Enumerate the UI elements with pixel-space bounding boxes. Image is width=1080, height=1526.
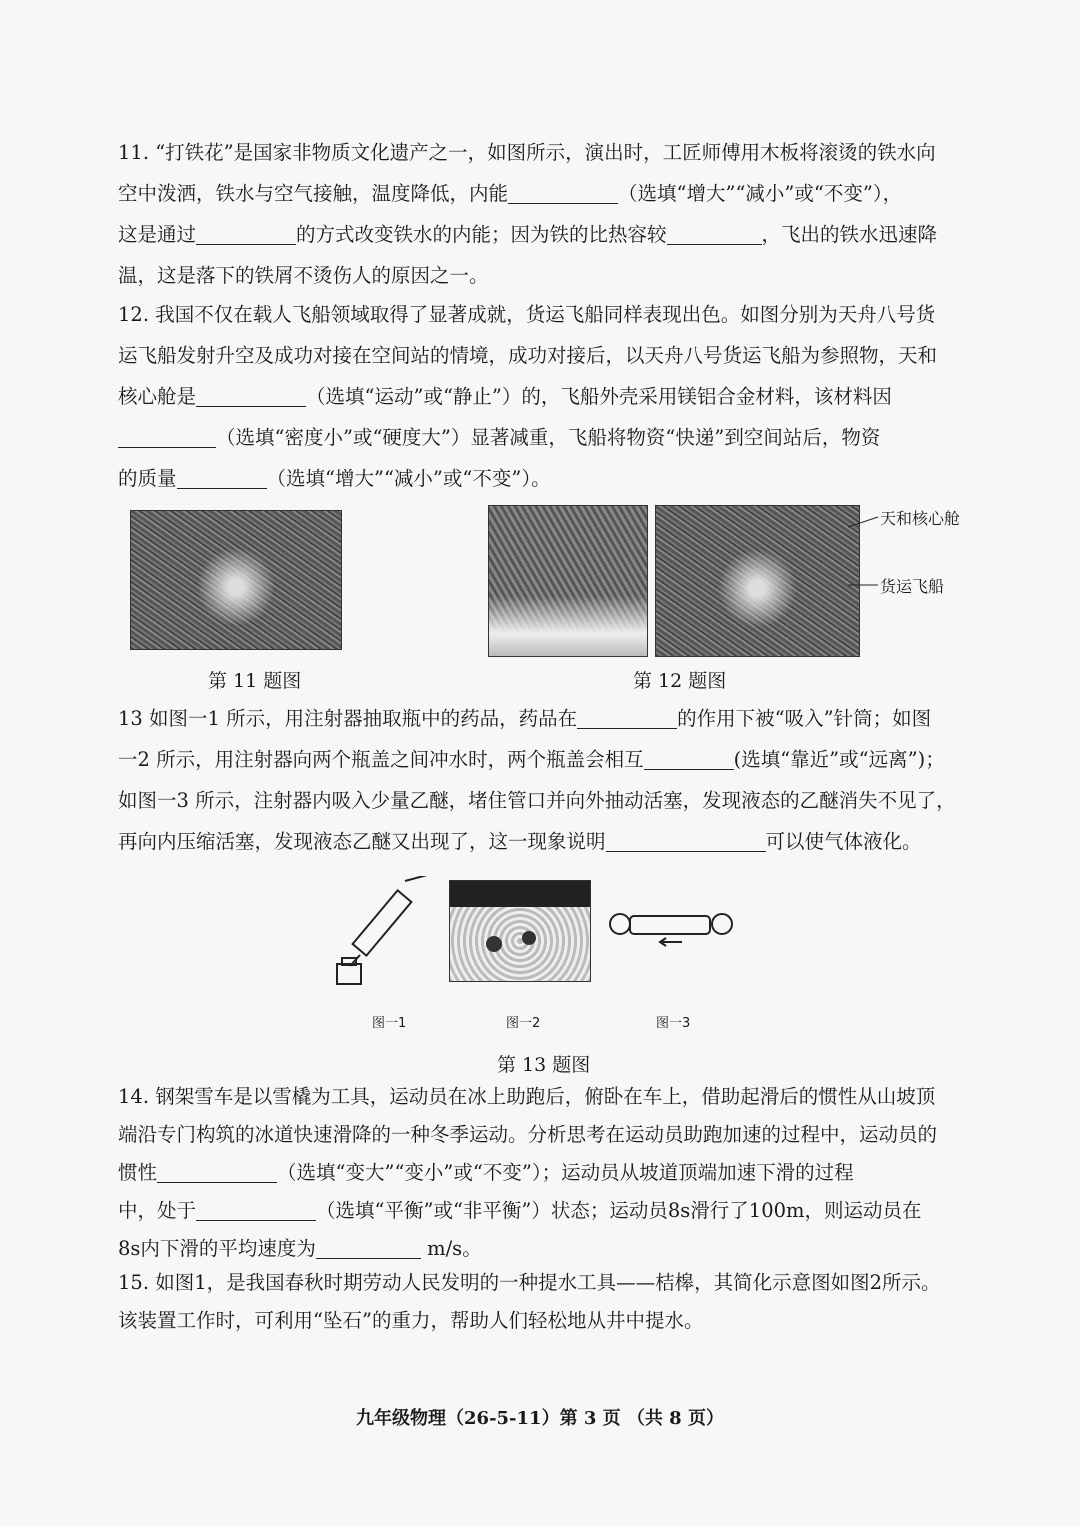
q12-line3 (118, 376, 968, 417)
page-footer: 九年级物理（26-5-11）第 3 页 （共 8 页） (356, 1408, 724, 1429)
q11-text-b: （选填“增大”“减小”或“不变”）， (618, 182, 903, 205)
q11-blank-1[interactable] (508, 181, 618, 204)
question-13 (118, 698, 968, 862)
q14-text-c: 中，处于 (118, 1199, 197, 1222)
q14-blank-1[interactable] (157, 1160, 277, 1183)
q14-text-b: （选填“变大”“变小”或“不变”）；运动员从坡道顶端加速下滑的过程 (277, 1161, 854, 1184)
fig13-3-hands-syringe-drawing (602, 900, 742, 960)
q14-line4 (118, 1192, 968, 1230)
q13-blank-2[interactable] (644, 747, 734, 770)
q13-blank-1[interactable] (577, 706, 677, 729)
q12-text-c: （选填“密度小”或“硬度大”）显著减重，飞船将物资“快递”到空间站后，物资 (216, 426, 881, 449)
q14-text-d: （选填“平衡”或“非平衡”）状态；运动员8s滑行了100m，则运动员在 (316, 1199, 922, 1222)
q13-text-e: 再向内压缩活塞，发现液态乙醚又出现了，这一现象说明 (118, 830, 606, 853)
q13-text-f: 可以使气体液化。 (765, 830, 922, 853)
fig11-photo-iron-flowers (130, 510, 342, 650)
q14-line1: 14. 钢架雪车是以雪橇为工具，运动员在冰上助跑后，俯卧在车上，借助起滑后的惯性从山坡顶 (118, 1085, 936, 1108)
fig11-caption: 第 11 题图 (208, 670, 302, 692)
q14-blank-2[interactable] (196, 1198, 316, 1221)
q13-line3: 如图一3 所示，注射器内吸入少量乙醚，堵住管口并向外抽动活塞，发现液态的乙醚消失不见了， (118, 789, 956, 812)
q12-line4 (118, 417, 968, 458)
q14-text-a: 惯性 (118, 1161, 158, 1184)
q11-text-e: ，飞出的铁水迅速降 (761, 223, 938, 246)
question-12 (118, 294, 968, 499)
bottle-cap-left (486, 936, 502, 952)
q14-text-f: m/s。 (420, 1237, 482, 1260)
q13-text-a: 13 如图一1 所示，用注射器抽取瓶中的药品，药品在 (118, 707, 578, 730)
fig13-1-label: 图一1 (372, 1016, 407, 1031)
fig12-caption: 第 12 题图 (633, 670, 727, 692)
q12-text-e: （选填“增大”“减小”或“不变”）。 (266, 467, 551, 490)
q13-text-d: (选填“靠近”或“远离”)； (733, 748, 945, 771)
q11-line1: 11. “打铁花”是国家非物质文化遗产之一，如图所示，演出时，工匠师傅用木板将滚烫的铁水向 (118, 141, 936, 164)
fig12-leader-lines (848, 505, 888, 605)
q12-blank-2[interactable] (118, 425, 216, 448)
q13-line2 (118, 739, 968, 780)
q12-text-a: 核心舱是 (118, 385, 197, 408)
q13-text-b: 的作用下被“吸入”针筒；如图 (677, 707, 932, 730)
q11-text-a: 空中泼洒，铁水与空气接触，温度降低，内能 (118, 182, 509, 205)
q11-text-c: 这是通过 (118, 223, 197, 246)
q14-line5 (118, 1230, 968, 1268)
q12-line1: 12. 我国不仅在载人飞船领域取得了显著成就，货运飞船同样表现出色。如图分别为天舟八号货 (118, 303, 936, 326)
q14-text-e: 8s内下滑的平均速度为 (118, 1237, 316, 1260)
fig13-2-label: 图一2 (506, 1016, 541, 1031)
question-11 (118, 132, 968, 296)
q11-text-d: 的方式改变铁水的内能；因为铁的比热容较 (296, 223, 667, 246)
q13-line1 (118, 698, 968, 739)
q13-text-c: 一2 所示，用注射器向两个瓶盖之间冲水时，两个瓶盖会相互 (118, 748, 644, 771)
fig13-3-label: 图一3 (656, 1016, 691, 1031)
q14-line3 (118, 1154, 968, 1192)
q14-blank-3[interactable] (316, 1236, 421, 1259)
q11-line2 (118, 173, 968, 214)
q11-line3 (118, 214, 968, 255)
q13-blank-3[interactable] (606, 829, 766, 852)
question-15 (118, 1264, 968, 1340)
question-14 (118, 1078, 968, 1268)
fig13-1-syringe-drawing (333, 876, 443, 986)
q14-line2: 端沿专门构筑的冰道快速滑降的一种冬季运动。分析思考在运动员助跑加速的过程中，运动员的 (118, 1123, 938, 1146)
fig13-2-top-band (450, 881, 590, 907)
q11-blank-3[interactable] (667, 222, 762, 245)
q12-line2: 运飞船发射升空及成功对接在空间站的情境，成功对接后，以天舟八号货运飞船为参照物，天和 (118, 344, 938, 367)
fig13-2-bottle-caps-photo (449, 880, 591, 982)
fig12-photo-docking (655, 505, 860, 657)
label-tianhe: 天和核心舱 (880, 509, 961, 528)
q15-line1: 15. 如图1，是我国春秋时期劳动人民发明的一种提水工具——桔槔，其简化示意图如图2所示。 (118, 1271, 941, 1294)
q11-line4: 温，这是落下的铁屑不烫伤人的原因之一。 (118, 264, 489, 287)
q12-text-d: 的质量 (118, 467, 177, 490)
q12-blank-1[interactable] (196, 384, 306, 407)
q12-blank-3[interactable] (177, 466, 267, 489)
label-cargo-ship: 货运飞船 (880, 577, 945, 596)
q15-line2: 该装置工作时，可利用“坠石”的重力，帮助人们轻松地从井中提水。 (118, 1309, 704, 1332)
q12-line5 (118, 458, 968, 499)
q12-text-b: （选填“运动”或“静止”）的，飞船外壳采用镁铝合金材料，该材料因 (306, 385, 892, 408)
bottle-cap-right (522, 931, 536, 945)
fig12-photo-launch (488, 505, 648, 657)
fig13-caption: 第 13 题图 (497, 1054, 591, 1076)
q13-line4 (118, 821, 968, 862)
q11-blank-2[interactable] (196, 222, 296, 245)
